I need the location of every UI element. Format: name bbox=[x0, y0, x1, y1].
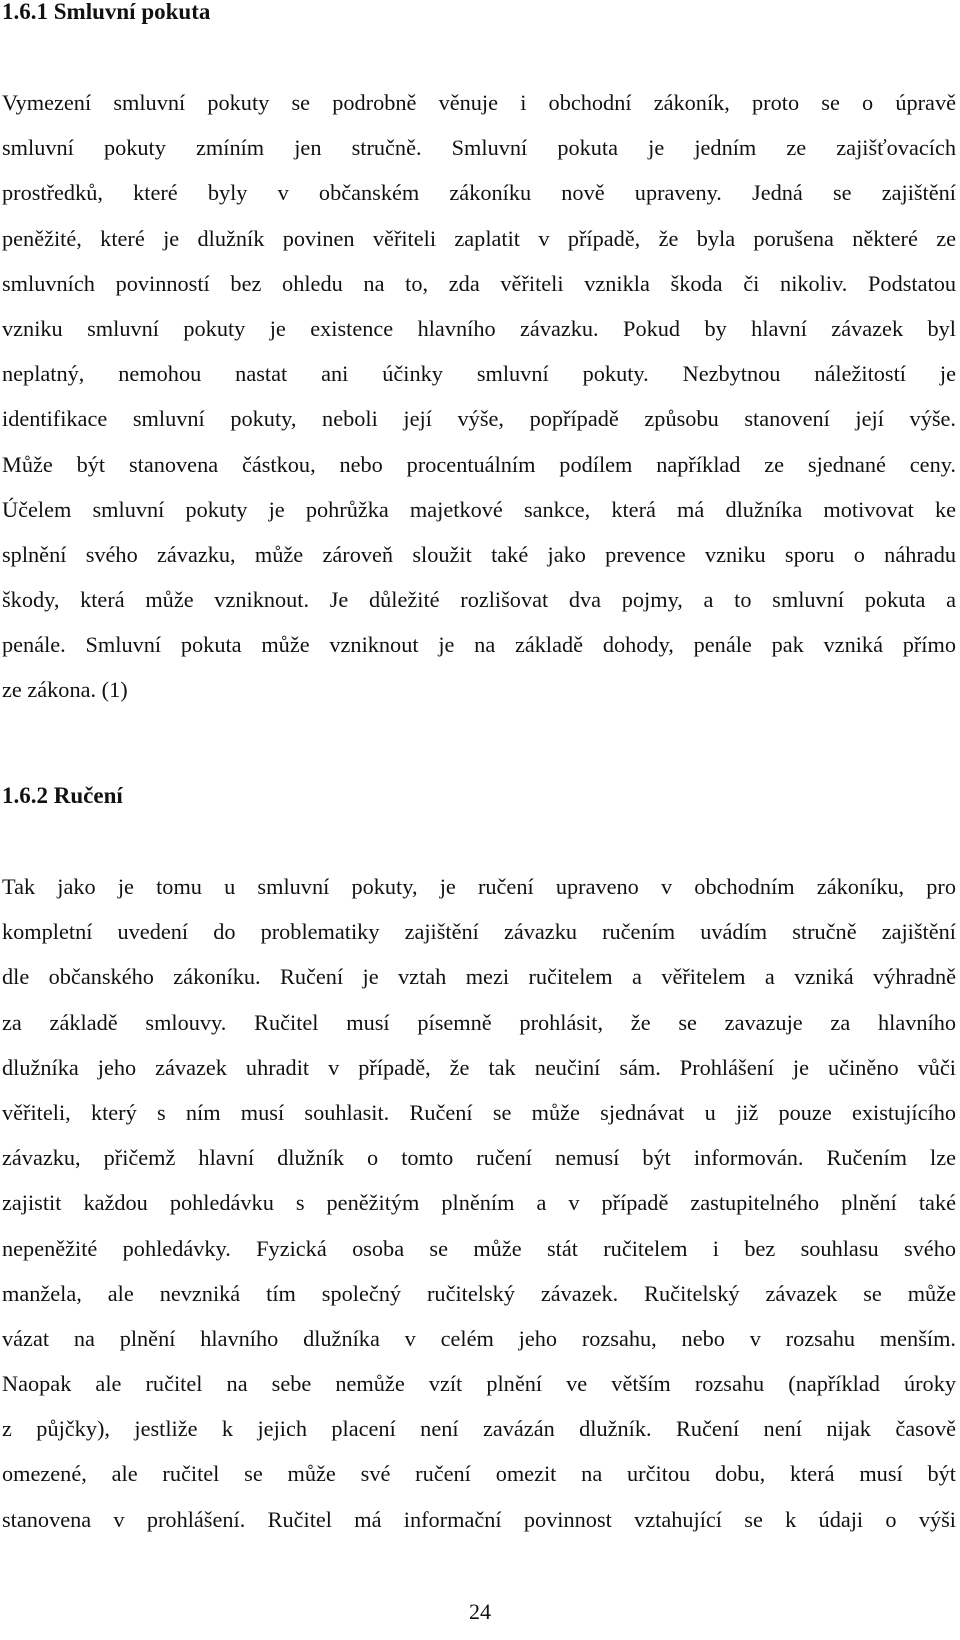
text-line: za základě smlouvy. Ručitel musí písemně prohlásit, že se zavazuje za hlavního bbox=[2, 1009, 956, 1035]
section-heading-ruceni: 1.6.2 Ručení bbox=[2, 783, 123, 808]
text-line: vzniku smluvní pokuty je existence hlavního závazku. Pokud by hlavní závazek byl bbox=[2, 315, 956, 341]
text-line: Vymezení smluvní pokuty se podrobně věnuje i obchodní zákoník, proto se o úpravě bbox=[2, 90, 956, 115]
text-line: věřiteli, který s ním musí souhlasit. Ručení se může sjednávat u již pouze existujícího bbox=[2, 1099, 956, 1125]
paragraph-smluvni-pokuta bbox=[2, 80, 956, 713]
page-number: 24 bbox=[469, 1599, 491, 1624]
text-line: neplatný, nemohou nastat ani účinky smluvní pokuty. Nezbytnou náležitostí je bbox=[2, 361, 956, 387]
text-line: stanovena v prohlášení. Ručitel má informační povinnost vztahující se k údaji o výši bbox=[2, 1506, 956, 1532]
text-line: penále. Smluvní pokuta může vzniknout je na základě dohody, penále pak vzniká přímo bbox=[2, 632, 956, 658]
text-line: splnění svého závazku, může zároveň sloužit také jako prevence vzniku sporu o náhradu bbox=[2, 541, 956, 567]
paragraph-ruceni bbox=[2, 864, 956, 1542]
text-line: dle občanského zákoníku. Ručení je vztah mezi ručitelem a věřitelem a vzniká výhradně bbox=[2, 964, 956, 990]
text-line: zajistit každou pohledávku s peněžitým plněním a v případě zastupitelného plnění také bbox=[2, 1190, 956, 1216]
text-line: ze zákona. (1) bbox=[2, 677, 128, 703]
text-line: smluvní pokuty zmíním jen stručně. Smluvní pokuta je jedním ze zajišťovacích bbox=[2, 135, 956, 161]
text-line: smluvních povinností bez ohledu na to, zda věřiteli vznikla škoda či nikoliv. Podstatou bbox=[2, 270, 956, 296]
text-line: Účelem smluvní pokuty je pohrůžka majetkové sankce, která má dlužníka motivovat ke bbox=[2, 496, 956, 522]
text-line: nepeněžité pohledávky. Fyzická osoba se může stát ručitelem i bez souhlasu svého bbox=[2, 1235, 956, 1261]
text-line: závazku, přičemž hlavní dlužník o tomto ručení nemusí být informován. Ručením lze bbox=[2, 1145, 956, 1171]
text-line: identifikace smluvní pokuty, neboli její výše, popřípadě způsobu stanovení její výše. bbox=[2, 406, 956, 432]
text-line: z půjčky), jestliže k jejich placení není zavázán dlužník. Ručení není nijak časově bbox=[2, 1416, 956, 1442]
text-line: Může být stanovena částkou, nebo procentuálním podílem například ze sjednané ceny. bbox=[2, 451, 956, 477]
text-line: škody, která může vzniknout. Je důležité rozlišovat dva pojmy, a to smluvní pokuta a bbox=[2, 587, 956, 613]
text-line: dlužníka jeho závazek uhradit v případě, že tak neučiní sám. Prohlášení je učiněno vůči bbox=[2, 1054, 956, 1080]
text-line: peněžité, které je dlužník povinen věřiteli zaplatit v případě, že byla porušena některé ze bbox=[2, 225, 956, 251]
text-line: Tak jako je tomu u smluvní pokuty, je ručení upraveno v obchodním zákoníku, pro bbox=[2, 874, 956, 899]
text-line: Naopak ale ručitel na sebe nemůže vzít plnění ve větším rozsahu (například úroky bbox=[2, 1371, 956, 1397]
text-line: kompletní uvedení do problematiky zajištění závazku ručením uvádím stručně zajištění bbox=[2, 919, 956, 945]
text-line: omezené, ale ručitel se může své ručení omezit na určitou dobu, která musí být bbox=[2, 1461, 956, 1487]
text-line: vázat na plnění hlavního dlužníka v celém jeho rozsahu, nebo v rozsahu menším. bbox=[2, 1325, 956, 1351]
text-line: prostředků, které byly v občanském zákoníku nově upraveny. Jedná se zajištění bbox=[2, 180, 956, 206]
text-line: manžela, ale nevzniká tím společný ručitelský závazek. Ručitelský závazek se může bbox=[2, 1280, 956, 1306]
section-heading-smluvni-pokuta: 1.6.1 Smluvní pokuta bbox=[2, 0, 211, 24]
